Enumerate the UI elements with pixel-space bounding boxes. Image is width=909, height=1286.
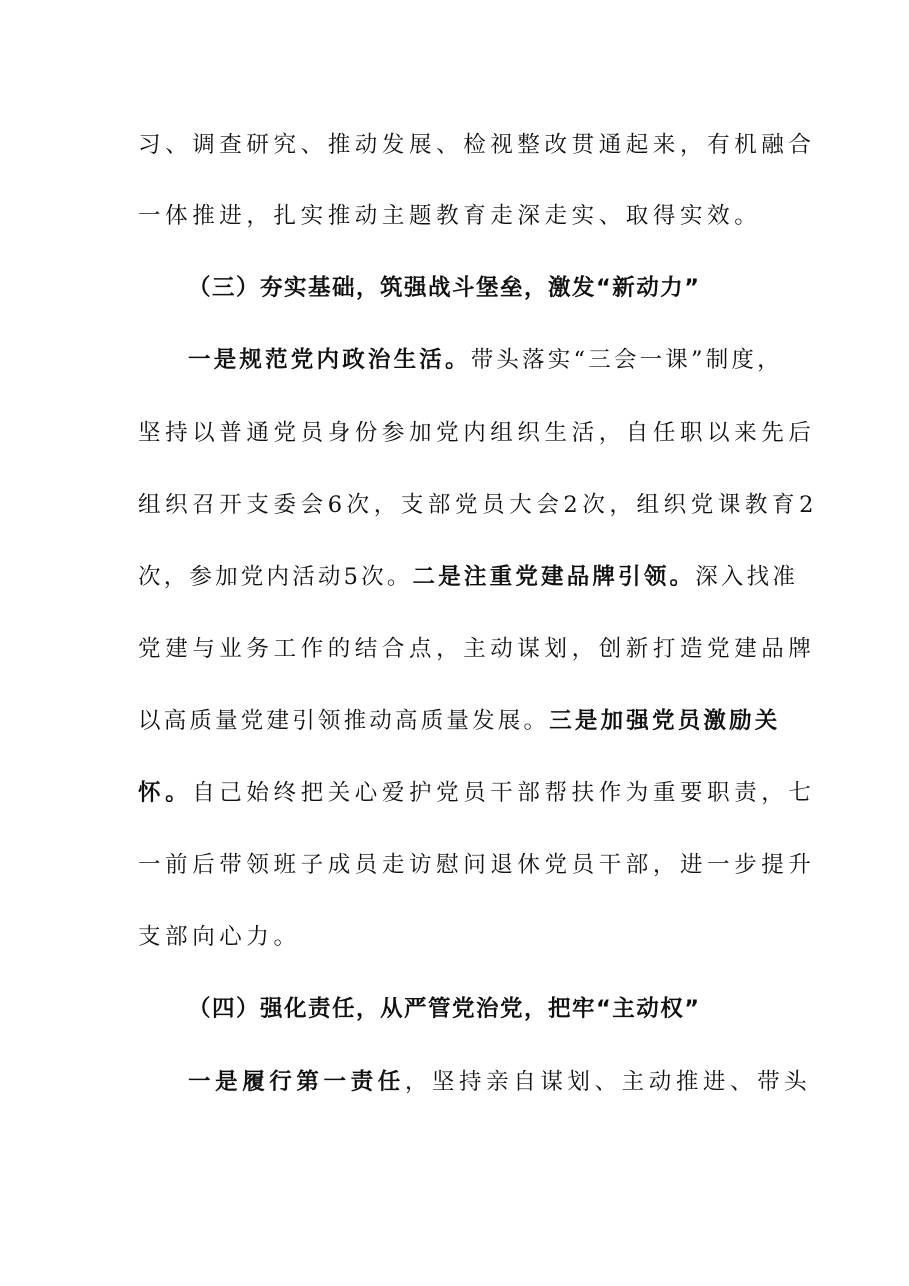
line-text: 次，参加党内活动5次。 [138,564,413,590]
line-text: 习、调查研究、推动发展、检视整改贯通起来，有机融合 [138,132,816,158]
body-text-line [138,562,799,592]
line-text: 一前后带领班子成员走访慰问退休党员干部，进一步提升 [138,852,816,878]
line-text: 以高质量党建引领推动高质量发展。 [138,708,550,734]
line-text: 带头落实“三会一课”制度， [470,347,783,373]
section-heading [188,994,828,1024]
line-text: ，坚持亲自谋划、主动推进、带头 [404,1069,812,1095]
line-text: 深入找准 [695,564,799,590]
line-text: 党建与业务工作的结合点，主动谋划，创新打造党建品牌 [138,636,816,662]
bold-lead-text: 怀。 [138,780,193,806]
body-text-line [138,634,816,664]
body-text-line [138,418,816,448]
line-text: 坚持以普通党员身份参加党内组织生活，自任职以来先后 [138,420,816,446]
body-text-line [138,706,781,736]
body-text-line [138,850,816,880]
line-text: 自己始终把关心爱护党员干部帮扶作为重要职责，七 [192,780,816,806]
bold-lead-text: 二是注重党建品牌引领。 [412,564,696,590]
body-text-line [138,201,778,231]
body-text-line [138,490,819,520]
body-text-line [188,1067,812,1097]
line-text: 一体推进，扎实推动主题教育走深走实、取得实效。 [138,203,762,229]
section-heading-text: （三）夯实基础，筑强战斗堡垒，激发“新动力” [188,275,701,301]
bold-lead-text: 一是履行第一责任 [188,1069,405,1095]
bold-lead-text: 三是加强党员激励关 [549,708,781,734]
section-heading-text: （四）强化责任，从严管党治党，把牢“主动权” [188,996,701,1022]
body-text-line [138,922,778,952]
body-text-line [138,130,816,160]
body-text-line [138,778,816,808]
bold-lead-text: 一是规范党内政治生活。 [188,347,471,373]
section-heading [188,273,828,303]
line-text: 支部向心力。 [138,924,301,950]
line-text: 组织召开支委会6次，支部党员大会2次，组织党课教育2 [138,492,819,518]
body-text-line [188,345,788,375]
